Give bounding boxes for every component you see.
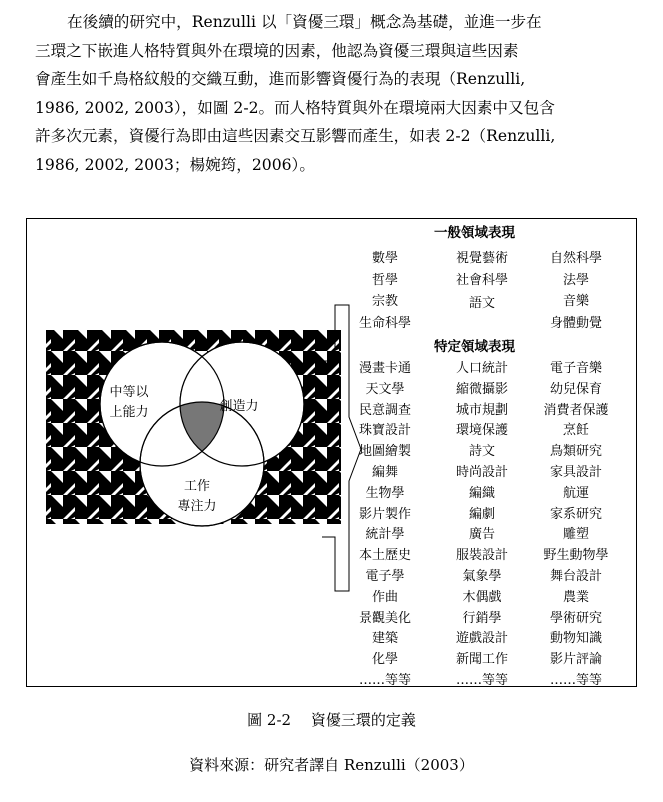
general-item: 法學 [562,272,589,288]
specific-item: 服裝設計 [455,548,508,564]
paragraph-line: 三環之下嵌進人格特質與外在環境的因素，他認為資優三環與這些因素 [35,41,519,60]
specific-item: 野生動物學 [543,548,609,564]
general-item: 音樂 [562,294,589,309]
figure-source: 資料來源：研究者譯自 Renzulli（2003） [189,756,474,774]
specific-item: 漫畫卡通 [358,361,411,376]
specific-item: 編劇 [468,506,495,522]
general-item: 社會科學 [455,272,508,288]
specific-item: 影片製作 [358,506,411,522]
general-item: 身體動覺 [549,315,602,331]
specific-item: 雕塑 [562,527,589,543]
general-item: 宗教 [371,294,398,309]
specific-item: 消費者保護 [543,402,609,418]
paragraph-line: 1986, 2002, 2003；楊婉筠，2006）。 [35,155,315,174]
general-item: 自然科學 [549,251,602,266]
specific-item: 景觀美化 [358,610,411,626]
specific-item: 本土歷史 [358,548,411,564]
specific-item: ……等等 [549,673,602,688]
specific-item: 新聞工作 [455,652,508,668]
specific-item: 航運 [562,485,589,501]
general-item: 生命科學 [358,315,411,331]
general-item: 語文 [468,296,495,311]
specific-item: 統計學 [365,527,405,543]
ring-label-ability: 中等以 上能力 [109,385,149,420]
general-domain-header: 一般領域表現 [434,225,515,241]
general-item: 哲學 [371,272,398,288]
specific-item: 電子音樂 [549,361,602,376]
specific-item: 人口統計 [455,361,508,376]
specific-item: ……等等 [358,673,411,688]
specific-item: 電子學 [365,569,405,584]
specific-item: 珠寶設計 [358,423,411,439]
paragraph-line: 在後續的研究中，Renzulli 以「資優三環」概念為基礎，並進一步在 [67,13,542,31]
specific-item: 家具設計 [549,465,602,480]
specific-item: 天文學 [365,381,405,397]
specific-item: 詩文 [468,444,495,460]
specific-item: 幼兒保育 [549,381,602,397]
body-paragraph [35,8,635,180]
specific-item: 學術研究 [549,610,602,626]
specific-item: 縮微攝影 [455,381,508,397]
specific-item: 遊戲設計 [455,631,508,647]
specific-item: 地圖繪製 [358,444,411,460]
specific-item: 時尚設計 [455,465,508,480]
specific-item: ……等等 [455,673,508,688]
paragraph-line: 許多次元素，資優行為即由這些因素交互影響而產生，如表 2-2（Renzulli, [35,127,556,146]
specific-item: 木偶戲 [462,589,502,605]
general-item: 視覺藝術 [455,251,508,266]
specific-item: 化學 [371,652,398,668]
specific-item: 城市規劃 [455,402,508,418]
specific-item: 鳥類研究 [549,444,602,460]
specific-item: 廣告 [468,527,495,543]
specific-item: 家系研究 [549,506,602,522]
specific-item: 民意調查 [358,402,411,418]
specific-item: 編織 [468,485,495,501]
specific-item: 建築 [371,631,398,647]
specific-item: 行銷學 [462,610,502,626]
general-item: 數學 [371,251,398,266]
ring-label-task: 工作 專注力 [177,479,217,514]
three-ring-figure [26,218,637,687]
specific-item: 烹飪 [562,423,589,439]
specific-item: 影片評論 [549,652,602,668]
specific-item: 作曲 [371,589,398,605]
specific-item: 農業 [562,589,589,605]
figure-caption: 圖 2-2 資優三環的定義 [247,711,416,729]
specific-item: 舞台設計 [549,569,602,584]
specific-domain-header: 特定領域表現 [434,339,515,355]
specific-item: 環境保護 [455,423,508,439]
specific-item: 動物知識 [549,631,602,647]
paragraph-line: 會產生如千鳥格紋般的交織互動，進而影響資優行為的表現（Renzulli, [35,70,526,89]
ring-label-creativity: 創造力 [219,399,259,414]
paragraph-line: 1986, 2002, 2003），如圖 2-2。而人格特質與外在環境兩大因素中又包含 [35,98,555,117]
specific-item: 氣象學 [462,569,502,584]
specific-item: 編舞 [371,465,398,480]
specific-item: 生物學 [365,485,405,501]
